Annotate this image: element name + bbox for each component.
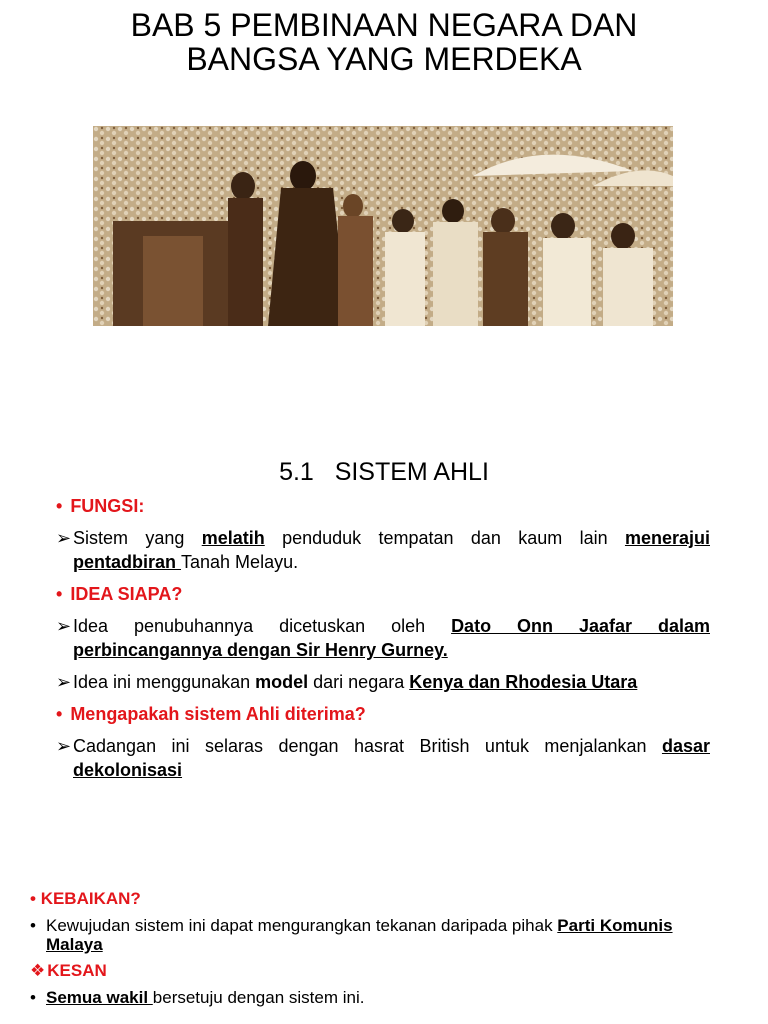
bullet-icon: •: [30, 889, 36, 908]
kebaikan-item: [30, 916, 710, 954]
emphasis: dasar dekolonisasi: [73, 736, 710, 780]
page-title: [0, 8, 768, 76]
main-content: [56, 494, 710, 790]
idea-heading: [56, 582, 710, 606]
emphasis: model: [255, 672, 309, 692]
text: penduduk tempatan dan kaum lain: [264, 528, 625, 548]
mengapa-item: [56, 734, 710, 782]
arrow-bullet-icon: ➢: [56, 672, 72, 692]
fungsi-heading: [56, 494, 710, 518]
section-name: SISTEM AHLI: [334, 458, 489, 486]
text: Sistem yang: [73, 528, 202, 548]
fungsi-item: [56, 526, 710, 574]
text: bersetuju dengan sistem ini.: [152, 988, 365, 1007]
text: Cadangan ini selaras dengan hasrat British untuk menjalankan: [73, 736, 662, 756]
bullet-icon: •: [56, 704, 63, 724]
secondary-content: [30, 888, 710, 1013]
historical-photo: [93, 126, 673, 326]
bullet-icon: •: [30, 988, 36, 1007]
text: Kewujudan sistem ini dapat mengurangkan tekanan daripada pihak: [46, 916, 558, 935]
arrow-bullet-icon: ➢: [56, 528, 72, 548]
section-number: 5.1: [279, 458, 314, 486]
emphasis: Dato Onn Jaafar dalam perbincangannya dengan Sir Henry Gurney.: [73, 616, 710, 660]
idea-label: IDEA SIAPA?: [70, 584, 183, 604]
emphasis: Kenya dan Rhodesia Utara: [409, 672, 638, 692]
idea-item-1: [56, 614, 710, 662]
arrow-bullet-icon: ➢: [56, 616, 72, 636]
section-heading: [0, 455, 768, 489]
emphasis: menerajui pentadbiran: [73, 528, 710, 572]
kesan-item: [30, 988, 710, 1007]
text: dari negara: [308, 672, 410, 692]
kesan-heading: [30, 960, 710, 982]
title-line-1: BAB 5 PEMBINAAN NEGARA DAN: [130, 7, 638, 43]
title-line-2: BANGSA YANG MERDEKA: [186, 41, 582, 77]
idea-item-2: [56, 670, 710, 694]
bullet-icon: •: [30, 916, 36, 935]
mengapa-heading: [56, 702, 710, 726]
diamond-icon: ❖: [30, 961, 46, 980]
bullet-icon: •: [56, 584, 63, 604]
mengapa-label: Mengapakah sistem Ahli diterima?: [70, 704, 366, 724]
emphasis: Semua wakil: [46, 988, 153, 1007]
kebaikan-label: KEBAIKAN?: [40, 889, 141, 908]
emphasis: melatih: [201, 528, 265, 548]
fungsi-label: FUNGSI:: [70, 496, 145, 516]
kebaikan-heading: [30, 888, 710, 910]
emphasis: Parti Komunis Malaya: [46, 916, 673, 954]
kesan-label: KESAN: [47, 961, 107, 980]
text: Tanah Melayu.: [181, 552, 299, 572]
arrow-bullet-icon: ➢: [56, 736, 72, 756]
bullet-icon: •: [56, 496, 63, 516]
text: Idea ini menggunakan: [73, 672, 256, 692]
sepia-ceremony-illustration: [93, 126, 673, 326]
text: Idea penubuhannya dicetuskan oleh: [73, 616, 452, 636]
